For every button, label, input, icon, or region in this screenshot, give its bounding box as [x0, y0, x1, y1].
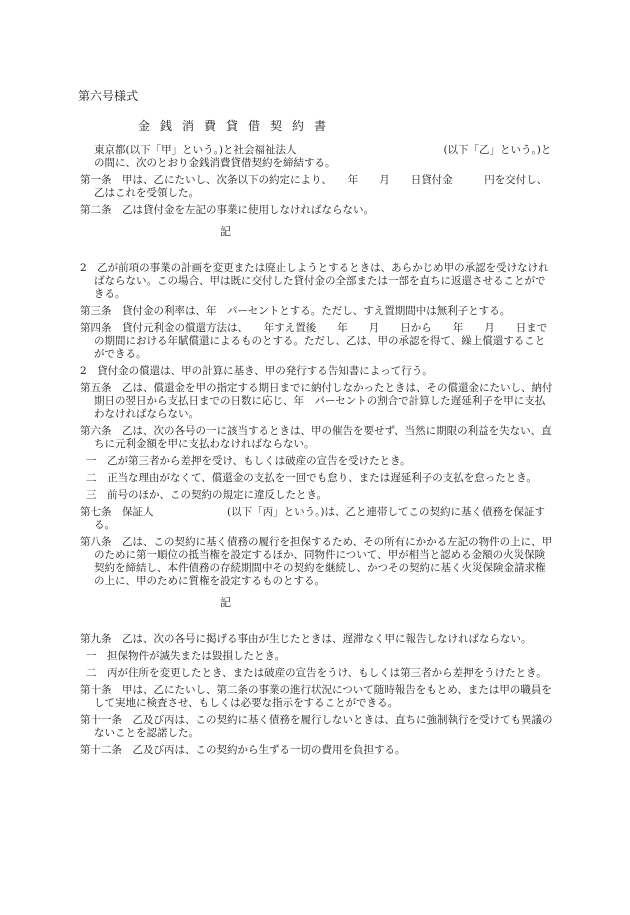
article-4: 第四条 貸付元利金の償還方法は、 年すえ置後 年 月 日から 年 月 日までの期間における年賦償還によるものとする。ただし、乙は、甲の承認を得て、繰上償還することができる。 [80, 322, 548, 360]
preamble: 東京都(以下「甲」という。)と社会福祉法人 (以下「乙」という。)との間に、次のとおり金銭消費貸借契約を締結する。 [94, 144, 552, 169]
article-3: 第三条 貸付金の利率は、年 パーセントとする。ただし、すえ置期間中は無利子とする。 [80, 305, 511, 317]
article-2-paragraph-2: 2 乙が前項の事業の計画を変更または廃止しようとするときは、あらかじめ甲の承認を受けなければならない。この場合、甲は既に交付した貸付金の全部または一部を直ちに返還させることができる。 [80, 262, 549, 300]
article-8: 第八条 乙は、この契約に基く債務の履行を担保するため、その所有にかかる左記の物件の上に、甲のために第一順位の抵当権を設定するほか、同物件について、甲が相当と認める金額の火災保険契約を締結し、本件債務の存続期間中その契約を継続し、かつその契約に基く火災保険金請求権の上に、甲のために質権を設定するものとする。 [80, 536, 553, 587]
article-6-item-3: 三 前号のほか、この契約の規定に違反したとき。 [86, 489, 328, 501]
article-11: 第十一条 乙及び丙は、この契約に基く債務を履行しないときは、直ちに強制執行を受けても異議のないことを認諾した。 [80, 714, 553, 739]
article-5: 第五条 乙は、償還金を甲の指定する期日までに納付しなかったときは、その償還金にたいし、納付期日の翌日から支払日までの日数に応じ、年 パーセントの割合で計算した遅延利子を甲に支払わなければならない。 [80, 382, 553, 420]
ki-heading-1: 記 [220, 225, 231, 238]
article-12: 第十二条 乙及び丙は、この契約から生ずる一切の費用を負担する。 [80, 744, 406, 756]
article-1: 第一条 甲は、乙にたいし、次条以下の約定により、 年 月 日貸付金 円を交付し、乙はこれを受領した。 [80, 174, 548, 199]
contract-body [80, 144, 555, 761]
document-title: 金銭消費貸借契約書 [138, 119, 337, 133]
article-9-item-1: 一 担保物件が滅失または毀損したとき。 [86, 650, 286, 662]
blank-record-area-2 [80, 619, 555, 633]
article-6-item-2: 二 正当な理由がなくて、償還金の支払を一回でも怠り、または遅延利子の支払を怠ったとき。 [86, 472, 537, 484]
article-4-paragraph-2: 2 貸付金の償還は、甲の計算に基き、甲の発行する告知書によって行う。 [80, 365, 433, 377]
blank-record-area-1 [80, 248, 555, 262]
form-number: 第六号様式 [78, 89, 139, 103]
article-6: 第六条 乙は、次の各号の一に該当するときは、甲の催告を要せず、当然に期限の利益を失ない、直ちに元利金額を甲に支払わなければならない。 [80, 425, 552, 450]
article-9: 第九条 乙は、次の各号に掲げる事由が生じたときは、遅滞なく甲に報告しなければならない。 [80, 633, 532, 645]
article-6-item-1: 一 乙が第三者から差押を受け、もしくは破産の宣告を受けたとき。 [86, 455, 411, 467]
article-10: 第十条 甲は、乙にたいし、第二条の事業の進行状況について随時報告をもとめ、または甲の職員をして実地に検査させ、もしくは必要な指示をすることができる。 [80, 684, 552, 709]
article-2: 第二条 乙は貸付金を左記の事業に使用しなければならない。 [80, 204, 374, 216]
ki-heading-2: 記 [220, 596, 231, 609]
article-9-item-2: 二 丙が住所を変更したとき、または破産の宣告をうけ、もしくは第三者から差押をうけたとき。 [86, 667, 547, 679]
article-7: 第七条 保証人 (以下「丙」という。)は、乙と連帯してこの契約に基く債務を保証する。 [80, 506, 545, 531]
